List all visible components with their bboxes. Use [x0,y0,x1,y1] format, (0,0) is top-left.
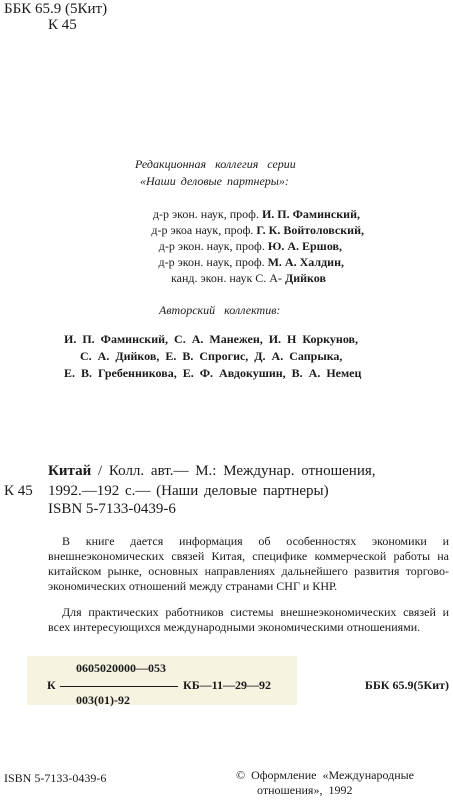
annotation-paragraph-1: В книге дается информация об особенностях экономики и внешнеэкономических связей Китая, специфике коммерческой работы на китайском рынке, основных направлениях дальнейшего развития торгово-экономических отношений между странами СНГ и КНР. [48,534,449,593]
author-line-1: И. П. Фаминский, С. А. Манежен, И. Н Коркунов, [64,332,359,346]
code-bbk: ББК 65.9(5Кит) [364,678,449,692]
authors-heading: Авторский коллектив: [159,303,281,317]
code-k: К [47,678,56,692]
editorial-member-5: канд. экон. наук С. А- Дийков [171,271,326,285]
editorial-title-line1: Редакционная коллегия серии [135,157,296,171]
code-denominator: 003(01)-92 [76,693,130,707]
code-numerator: 0605020000—053 [76,661,166,675]
editorial-member-2: д-р экоа наук, проф. Г. К. Войтоловский, [151,223,364,237]
code-fraction-line [60,686,178,687]
author-line-2: С. А. Дийков, Е. В. Спрогис, Д. А. Сапрыка, [80,349,343,363]
annotation-paragraph-2: Для практических работников системы внешнеэкономических связей и всех интересующихся международными экономическими отношениями. [48,605,449,634]
biblio-k-index: К 45 [4,483,33,499]
copyright-line-1: © Оформление «Международные [236,768,415,782]
author-line-3: Е. В. Гребенникова, Е. Ф. Авдокушин, В. А. Немец [64,366,362,380]
copyright-line-2: отношения», 1992 [257,783,353,797]
biblio-isbn: ISBN 5-7133-0439-6 [48,501,176,517]
k-index-header: К 45 [48,17,77,33]
editorial-title-line2: «Наши деловые партнеры»: [140,174,289,188]
book-title: Китай [48,463,92,479]
biblio-line-2: 1992.—192 с.— (Наши деловые партнеры) [48,483,329,499]
editorial-member-1: д-р экон. наук, проф. И. П. Фаминский, [152,207,360,221]
biblio-line-1: Китай / Колл. авт.— М.: Междунар. отношения, [48,463,376,479]
editorial-member-3: д-р экон. наук, проф. Ю. А. Ершов, [158,239,342,253]
bbk-header: ББК 65.9 (5Кит) [4,1,108,17]
code-kb: КБ—11—29—92 [183,678,271,692]
editorial-member-4: д-р экон. наук, проф. М. А. Халдин, [158,255,344,269]
footer-isbn: ISBN 5-7133-0439-6 [4,771,107,785]
